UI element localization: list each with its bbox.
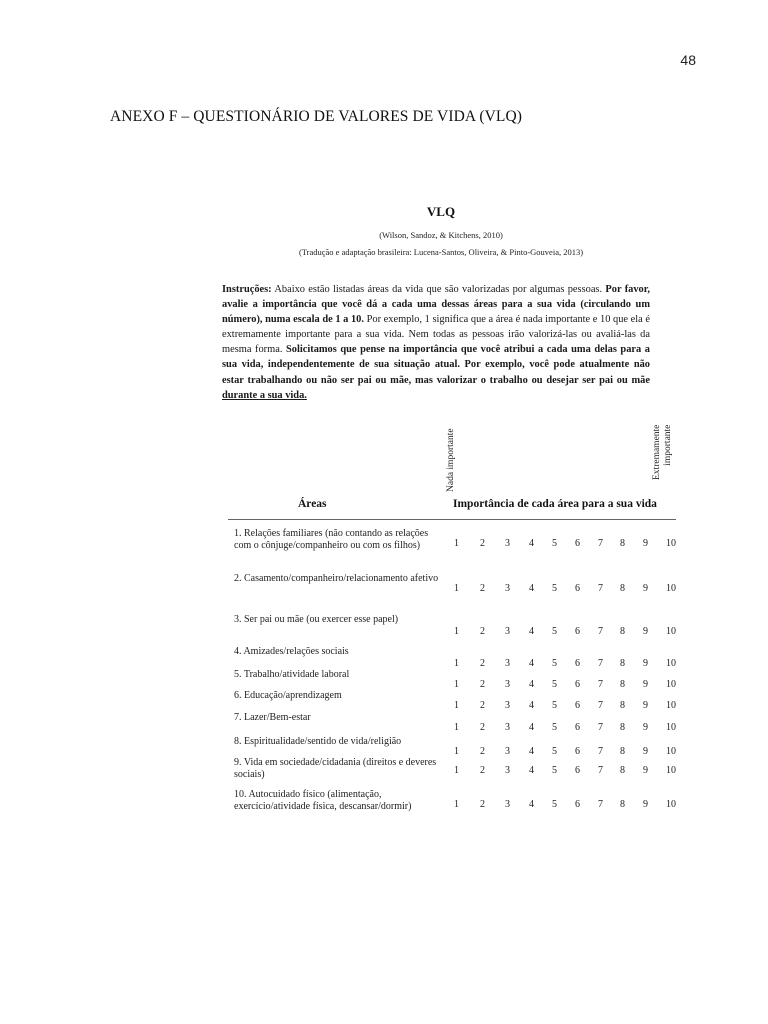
score-option-6[interactable]: 6 [575,765,580,776]
header-areas: Áreas [298,498,327,510]
row-area-label: 10. Autocuidado físico (alimentação, exercício/atividade física, descansar/dormir) [234,789,412,812]
score-option-3[interactable]: 3 [505,583,510,594]
score-option-7[interactable]: 7 [598,765,603,776]
score-option-1[interactable]: 1 [454,538,459,549]
score-option-6[interactable]: 6 [575,679,580,690]
score-option-5[interactable]: 5 [552,679,557,690]
score-option-3[interactable]: 3 [505,746,510,757]
row-area-label: 1. Relações familiares (não contando as relações com o cônjuge/companheiro ou com os filhos) [234,528,429,551]
score-option-2[interactable]: 2 [480,658,485,669]
score-option-5[interactable]: 5 [552,658,557,669]
score-option-6[interactable]: 6 [575,626,580,637]
score-option-2[interactable]: 2 [480,799,485,810]
score-option-3[interactable]: 3 [505,626,510,637]
score-option-5[interactable]: 5 [552,746,557,757]
instructions-text-2: Por exemplo, 1 significa que a área é nada importante e 10 que ela é extremamente importante para a sua vida. Nem todas as pessoas irão valorizá-las ou avaliá-las da mesma forma. [222,314,650,356]
score-option-3[interactable]: 3 [505,679,510,690]
row-area-label: 3. Ser pai ou mãe (ou exercer esse papel) [234,614,399,625]
instructions-bold-1: Por favor, avalie a importância que você dá a cada uma dessas áreas para a sua vida (circulando um número), numa escala de 1 a 10. [222,284,650,326]
page-number: 48 [680,52,696,68]
score-option-9[interactable]: 9 [643,799,648,810]
score-option-4[interactable]: 4 [529,765,534,776]
row-area-label: 8. Espiritualidade/sentido de vida/religião [234,736,402,747]
score-option-10[interactable]: 10 [666,722,676,733]
score-option-7[interactable]: 7 [598,538,603,549]
score-option-1[interactable]: 1 [454,679,459,690]
score-option-6[interactable]: 6 [575,799,580,810]
score-option-4[interactable]: 4 [529,538,534,549]
instructions-paragraph [222,282,650,403]
anchor-high-line-1: Extremamente [652,424,662,480]
score-option-8[interactable]: 8 [620,700,625,711]
score-option-1[interactable]: 1 [454,626,459,637]
score-option-8[interactable]: 8 [620,746,625,757]
score-option-3[interactable]: 3 [505,799,510,810]
score-option-9[interactable]: 9 [643,700,648,711]
score-option-7[interactable]: 7 [598,658,603,669]
score-option-2[interactable]: 2 [480,765,485,776]
score-option-4[interactable]: 4 [529,658,534,669]
score-option-8[interactable]: 8 [620,626,625,637]
score-option-8[interactable]: 8 [620,538,625,549]
score-option-8[interactable]: 8 [620,583,625,594]
score-option-6[interactable]: 6 [575,746,580,757]
score-option-3[interactable]: 3 [505,722,510,733]
score-option-7[interactable]: 7 [598,799,603,810]
score-option-8[interactable]: 8 [620,658,625,669]
instructions-underlined: durante a sua vida. [222,389,307,401]
score-option-6[interactable]: 6 [575,538,580,549]
score-option-5[interactable]: 5 [552,700,557,711]
score-option-10[interactable]: 10 [666,658,676,669]
header-importance: Importância de cada área para a sua vida [453,498,657,510]
score-option-1[interactable]: 1 [454,700,459,711]
score-option-3[interactable]: 3 [505,658,510,669]
annex-title: ANEXO F – QUESTIONÁRIO DE VALORES DE VIDA (VLQ) [110,108,522,125]
score-option-1[interactable]: 1 [454,746,459,757]
score-option-2[interactable]: 2 [480,746,485,757]
score-option-8[interactable]: 8 [620,799,625,810]
score-option-4[interactable]: 4 [529,700,534,711]
score-option-10[interactable]: 10 [666,765,676,776]
score-option-1[interactable]: 1 [454,765,459,776]
score-option-5[interactable]: 5 [552,538,557,549]
score-option-4[interactable]: 4 [529,626,534,637]
score-option-8[interactable]: 8 [620,722,625,733]
score-option-4[interactable]: 4 [529,746,534,757]
score-option-10[interactable]: 10 [666,799,676,810]
score-option-10[interactable]: 10 [666,583,676,594]
score-option-2[interactable]: 2 [480,679,485,690]
score-option-1[interactable]: 1 [454,583,459,594]
instructions-label: Instruções: [222,284,272,295]
score-option-10[interactable]: 10 [666,700,676,711]
score-option-3[interactable]: 3 [505,700,510,711]
row-area-label: 9. Vida em sociedade/cidadania (direitos e deveres sociais) [234,757,437,780]
score-option-2[interactable]: 2 [480,626,485,637]
score-option-9[interactable]: 9 [643,538,648,549]
score-option-6[interactable]: 6 [575,722,580,733]
score-option-7[interactable]: 7 [598,679,603,690]
anchor-low-label: Nada importante [446,428,456,492]
score-option-9[interactable]: 9 [643,658,648,669]
score-option-1[interactable]: 1 [454,722,459,733]
score-option-3[interactable]: 3 [505,538,510,549]
score-option-4[interactable]: 4 [529,583,534,594]
score-option-6[interactable]: 6 [575,700,580,711]
score-option-4[interactable]: 4 [529,799,534,810]
score-option-6[interactable]: 6 [575,658,580,669]
score-option-5[interactable]: 5 [552,722,557,733]
score-option-7[interactable]: 7 [598,700,603,711]
score-option-9[interactable]: 9 [643,746,648,757]
score-option-10[interactable]: 10 [666,679,676,690]
score-option-4[interactable]: 4 [529,722,534,733]
instructions-bold-2: Solicitamos que pense na importância que você atribui a cada uma delas para a sua vida, independentemente de sua situação atual. Por exemplo, você pode atualmente não estar trabalhando ou não ser pai ou mãe, mas valorizar o trabalho ou desejar ser pai ou mãe [222,344,650,386]
score-option-4[interactable]: 4 [529,679,534,690]
score-option-9[interactable]: 9 [643,626,648,637]
score-option-10[interactable]: 10 [666,626,676,637]
score-option-1[interactable]: 1 [454,658,459,669]
row-area-label: 6. Educação/aprendizagem [234,690,342,701]
score-option-2[interactable]: 2 [480,538,485,549]
score-option-2[interactable]: 2 [480,722,485,733]
score-option-9[interactable]: 9 [643,679,648,690]
score-option-7[interactable]: 7 [598,746,603,757]
score-option-2[interactable]: 2 [480,583,485,594]
score-option-5[interactable]: 5 [552,583,557,594]
score-option-10[interactable]: 10 [666,538,676,549]
instructions-text-1: Abaixo estão listadas áreas da vida que são valorizadas por algumas pessoas. [271,284,606,295]
header-divider [228,519,676,520]
score-option-9[interactable]: 9 [643,583,648,594]
anchor-high-label [652,425,674,480]
score-option-1[interactable]: 1 [454,799,459,810]
anchor-high-line-2: importante [663,424,673,466]
credit-original: (Wilson, Sandoz, & Kitchens, 2010) [379,230,503,240]
score-option-5[interactable]: 5 [552,765,557,776]
row-area-label: 5. Trabalho/atividade laboral [234,669,350,680]
credit-translation: (Tradução e adaptação brasileira: Lucena-Santos, Oliveira, & Pinto-Gouveia, 2013) [298,247,584,257]
score-option-8[interactable]: 8 [620,765,625,776]
questionnaire-title: VLQ [426,204,456,219]
score-option-2[interactable]: 2 [480,700,485,711]
score-option-5[interactable]: 5 [552,799,557,810]
score-option-5[interactable]: 5 [552,626,557,637]
row-area-label: 2. Casamento/companheiro/relacionamento afetivo [234,573,439,584]
score-option-7[interactable]: 7 [598,626,603,637]
score-option-8[interactable]: 8 [620,679,625,690]
score-option-10[interactable]: 10 [666,746,676,757]
score-option-6[interactable]: 6 [575,583,580,594]
score-option-3[interactable]: 3 [505,765,510,776]
score-option-7[interactable]: 7 [598,722,603,733]
score-option-7[interactable]: 7 [598,583,603,594]
row-area-label: 4. Amizades/relações sociais [234,646,349,657]
row-area-label: 7. Lazer/Bem-estar [234,712,311,723]
score-option-9[interactable]: 9 [643,765,648,776]
score-option-9[interactable]: 9 [643,722,648,733]
